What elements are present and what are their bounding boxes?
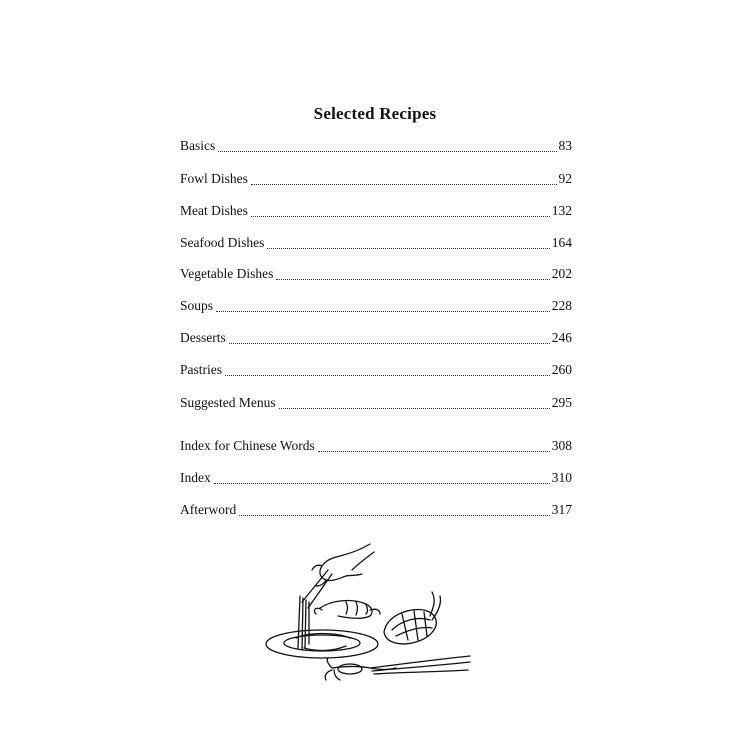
toc-entry-label: Pastries	[180, 362, 222, 377]
toc-entry-label: Afterword	[180, 502, 237, 517]
toc-entry-label: Basics	[180, 138, 216, 153]
dot-leader	[216, 311, 550, 312]
toc-entry	[180, 328, 572, 348]
toc-entry-page: 308	[551, 438, 572, 453]
dot-leader	[251, 184, 557, 185]
toc-entry-label: Fowl Dishes	[180, 171, 248, 186]
toc-entry-page: 92	[558, 171, 572, 186]
toc-entry	[180, 296, 572, 316]
dot-leader	[218, 151, 556, 152]
toc-entry-page: 132	[551, 203, 572, 218]
dot-leader	[239, 515, 550, 516]
dot-leader	[214, 483, 550, 484]
toc-entry-label: Vegetable Dishes	[180, 266, 274, 281]
toc-entry-page: 295	[551, 395, 572, 410]
toc-entry-label: Index for Chinese Words	[180, 438, 315, 453]
dot-leader	[267, 248, 549, 249]
dot-leader	[279, 408, 550, 409]
toc-entry-page: 83	[558, 138, 572, 153]
dot-leader	[225, 375, 550, 376]
dot-leader	[318, 451, 550, 452]
toc-entry	[180, 233, 572, 253]
toc-entry	[180, 136, 572, 156]
toc-entry-page: 228	[551, 298, 572, 313]
toc-entry	[180, 468, 572, 488]
toc-entry	[180, 360, 572, 380]
toc-entry	[180, 436, 572, 456]
dot-leader	[229, 343, 550, 344]
toc-entry-label: Meat Dishes	[180, 203, 248, 218]
toc-entry	[180, 201, 572, 221]
toc-entry	[180, 264, 572, 284]
toc-entry	[180, 393, 572, 413]
toc-entry-label: Suggested Menus	[180, 395, 276, 410]
toc-entry	[180, 169, 572, 189]
toc-entry-page: 246	[551, 330, 572, 345]
page-title: Selected Recipes	[313, 104, 437, 123]
toc-entry-page: 202	[551, 266, 572, 281]
toc-entry-page: 260	[551, 362, 572, 377]
toc-entry-page: 317	[551, 502, 572, 517]
toc-entry-label: Seafood Dishes	[180, 235, 265, 250]
dot-leader	[251, 216, 550, 217]
toc-entry-label: Soups	[180, 298, 214, 313]
toc-entry-page: 310	[551, 470, 572, 485]
toc-entry-label: Desserts	[180, 330, 226, 345]
cooking-sketch-icon	[262, 540, 474, 685]
dot-leader	[276, 279, 549, 280]
toc-entry	[180, 500, 572, 520]
toc-entry-label: Index	[180, 470, 211, 485]
toc-entry-page: 164	[551, 235, 572, 250]
